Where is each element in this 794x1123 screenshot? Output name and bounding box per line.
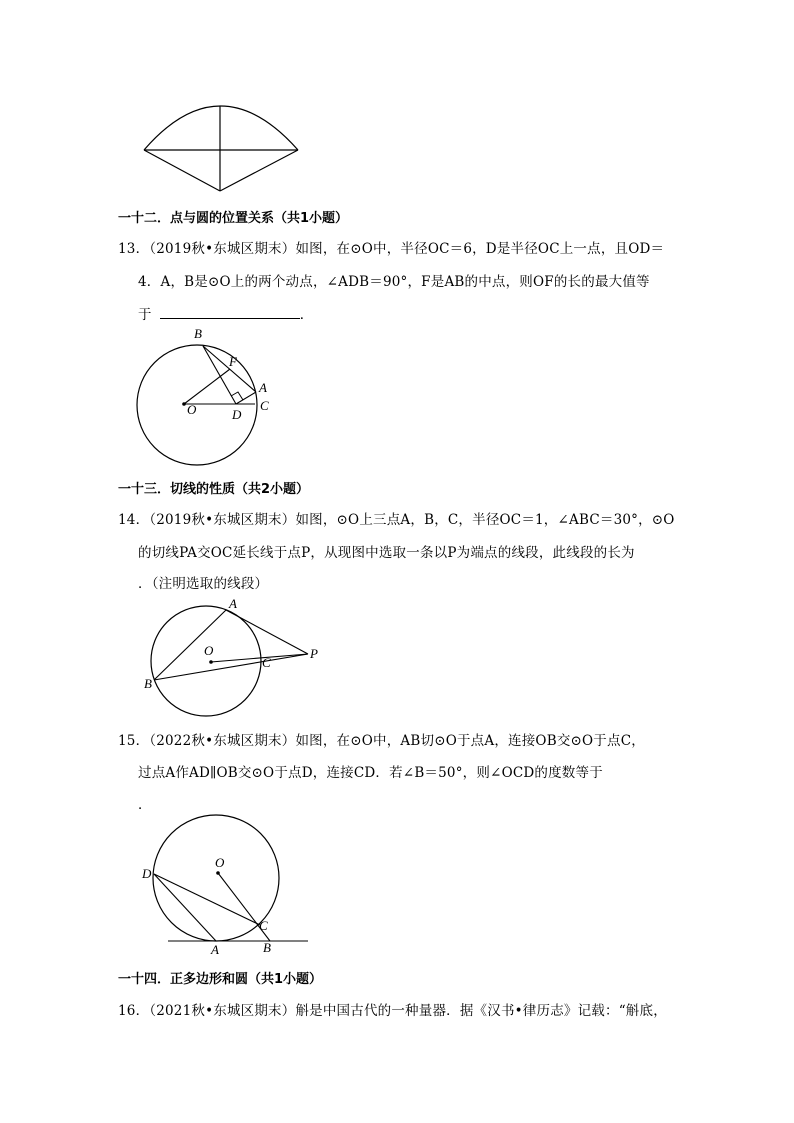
q15-line-3: ． (138, 797, 152, 813)
q13-line-2: 4．A，B是⊙O上的两个动点，∠ADB＝90°，F是AB的中点，则OF的长的最大值等 (138, 274, 650, 290)
q15-segment-DC (154, 874, 260, 925)
q13-line3-suffix: ． (299, 307, 314, 323)
q13-label-B: B (194, 326, 202, 341)
q14-label-P: P (310, 646, 318, 661)
q14-circle (151, 606, 261, 716)
q14-line-2: 的切线PA交OC延长线于点P，从现图中选取一条以P为端点的线段，此线段的长为 (138, 545, 635, 561)
q14-label-A: A (229, 596, 237, 611)
q15-point-O (216, 871, 220, 875)
q15-figure (138, 812, 318, 958)
answer-blank (160, 306, 300, 319)
q14-point-O (209, 660, 213, 664)
q15-segment-DA (154, 874, 216, 941)
sector-right-edge (220, 150, 298, 191)
section-title-14: 一十四．正多边形和圆（共1小题） (118, 972, 323, 987)
q13-figure (130, 322, 290, 457)
q14-label-B: B (144, 676, 152, 691)
q15-label-B: B (263, 940, 271, 955)
q13-label-O: O (187, 402, 197, 417)
q13-circle (137, 345, 257, 465)
q14-line-3: ．（注明选取的线段） (138, 576, 269, 592)
q14-figure (138, 594, 338, 714)
q13-label-A: A (259, 380, 267, 395)
q13-line-1: 13．（2019秋•东城区期末）如图，在⊙O中，半径OC＝6，D是半径OC上一点，且OD＝ (118, 241, 665, 257)
q16-line-1: 16．（2021秋•东城区期末）斛是中国古代的一种量器．据《汉书•律历志》记载：“斛底， (118, 1003, 667, 1019)
q13-line3-prefix: 于 (138, 307, 152, 323)
q15-line-2: 过点A作AD∥OB交⊙O于点D，连接CD．若∠B＝50°，则∠OCD的度数等于 (138, 765, 603, 781)
q14-line-1: 14．（2019秋•东城区期末）如图，⊙O上三点A，B，C，半径OC＝1，∠ABC＝30°，⊙O (118, 512, 675, 528)
q14-label-O: O (204, 643, 214, 658)
section-title-12: 一十二．点与圆的位置关系（共1小题） (118, 211, 349, 226)
q15-label-D: D (142, 866, 152, 881)
q14-segment-OP (211, 654, 308, 662)
q14-label-C: C (262, 655, 271, 670)
q13-label-C: C (260, 398, 269, 413)
sector-arc (144, 106, 298, 150)
q13-label-D: D (232, 407, 242, 422)
sector-left-edge (144, 150, 220, 191)
section-title-13: 一十三．切线的性质（共2小题） (118, 482, 310, 497)
q15-label-A: A (211, 942, 219, 957)
q15-label-O: O (215, 855, 225, 870)
q15-label-C: C (259, 918, 268, 933)
q15-line-1: 15．（2022秋•东城区期末）如图，在⊙O中，AB切⊙O于点A，连接OB交⊙O于点C， (118, 733, 645, 749)
q13-label-F: F (229, 354, 237, 369)
q13-line-3 (138, 303, 313, 323)
q13-point-O (182, 402, 186, 406)
q13-segment-OF (184, 369, 230, 404)
q14-segment-AP (226, 610, 308, 654)
sector-figure (138, 100, 308, 196)
